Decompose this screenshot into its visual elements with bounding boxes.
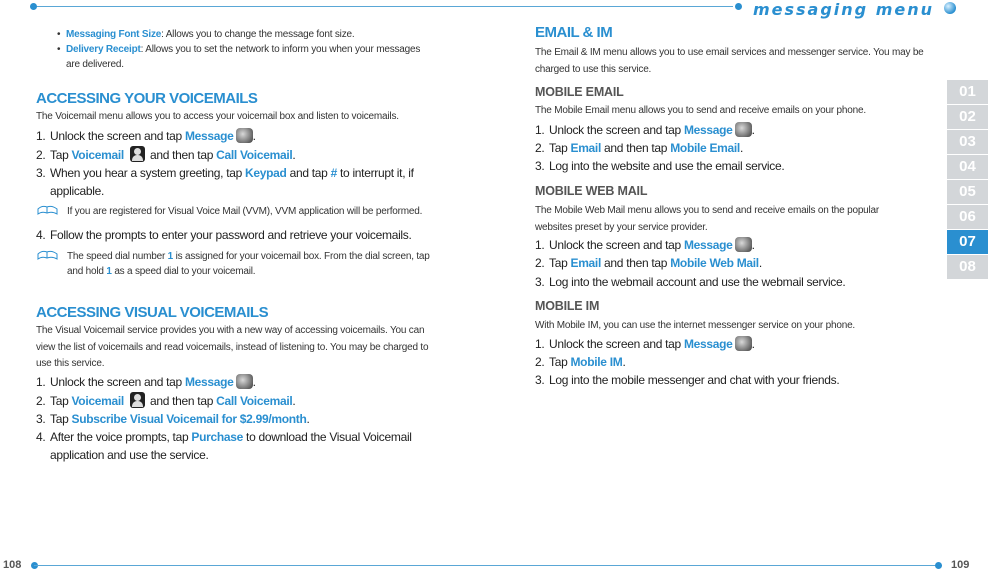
webmail-step-3: 3. Log into the webmail account and use the webmail service. — [535, 275, 846, 289]
voicemail-person-icon — [130, 392, 145, 408]
voicemail-note-vvm: If you are registered for Visual Voice Mail (VVM), VVM application will be performed. — [36, 204, 436, 219]
mobile-email-intro: The Mobile Email menu allows you to send and receive emails on your phone. — [535, 105, 866, 116]
footer-rule — [34, 565, 942, 566]
mobile-im-subhead: MOBILE IM — [535, 299, 600, 313]
chapter-tab-04[interactable]: 04 — [947, 155, 988, 179]
voicemail-step-4: 4. Follow the prompts to enter your password and retrieve your voicemails. — [36, 228, 412, 242]
header-title: messaging menu — [752, 0, 934, 19]
voicemail-heading: ACCESSING YOUR VOICEMAILS — [36, 90, 258, 107]
mobile-webmail-intro: The Mobile Web Mail menu allows you to send and receive emails on the popular websites preset by your service provider. — [535, 205, 880, 233]
mobile-email-subhead: MOBILE EMAIL — [535, 85, 624, 99]
chapter-tab-08[interactable]: 08 — [947, 255, 988, 279]
voicemail-step-1: 1. Unlock the screen and tap Message . — [36, 129, 256, 143]
webmail-step-1: 1. Unlock the screen and tap Message . — [535, 238, 755, 252]
bullet-font-size: • Messaging Font Size: Allows you to change the message font size. — [36, 27, 436, 42]
note-icon — [36, 205, 60, 216]
im-step-3: 3. Log into the mobile messenger and chat with your friends. — [535, 373, 840, 387]
page-number-left: 108 — [3, 559, 22, 571]
voicemail-step-2: 2. Tap Voicemail and then tap Call Voicemail. — [36, 148, 296, 162]
visual-voicemail-intro: The Visual Voicemail service provides you with a new way of accessing voicemails. You can view the list of voicemails and read voicemails, instead of listening to. You may be charged to use this service. — [36, 325, 429, 369]
message-app-icon — [735, 237, 752, 252]
chapter-tab-06[interactable]: 06 — [947, 205, 988, 229]
page-number-right: 109 — [951, 559, 970, 571]
mobile-im-intro: With Mobile IM, you can use the internet messenger service on your phone. — [535, 320, 856, 331]
mobile-webmail-subhead: MOBILE WEB MAIL — [535, 184, 648, 198]
note-icon — [36, 250, 60, 261]
chapter-tab-03[interactable]: 03 — [947, 130, 988, 154]
email-step-1: 1. Unlock the screen and tap Message . — [535, 123, 755, 137]
voicemail-note-speed-dial: The speed dial number 1 is assigned for your voicemail box. From the dial screen, tap and hold 1 as a speed dial to your voicemail. — [36, 249, 434, 279]
email-im-intro: The Email & IM menu allows you to use email services and messenger service. You may be charged to use this service. — [535, 47, 924, 75]
chapter-tab-02[interactable]: 02 — [947, 105, 988, 129]
message-app-icon — [735, 336, 752, 351]
chapter-tabs — [947, 80, 988, 280]
header-rule — [33, 6, 733, 7]
visual-step-3: 3. Tap Subscribe Visual Voicemail for $2.99/month. — [36, 412, 310, 426]
header-dot-left — [30, 3, 37, 10]
webmail-step-2: 2. Tap Email and then tap Mobile Web Mail. — [535, 256, 762, 270]
footer-dot-right — [935, 562, 942, 569]
chapter-tab-07[interactable]: 07 — [947, 230, 988, 254]
chapter-tab-01[interactable]: 01 — [947, 80, 988, 104]
email-im-heading: EMAIL & IM — [535, 24, 613, 41]
im-step-2: 2. Tap Mobile IM. — [535, 355, 626, 369]
message-app-icon — [236, 128, 253, 143]
visual-step-1: 1. Unlock the screen and tap Message . — [36, 375, 256, 389]
voicemail-intro: The Voicemail menu allows you to access your voicemail box and listen to voicemails. — [36, 111, 399, 122]
message-app-icon — [735, 122, 752, 137]
header-dot-mid — [735, 3, 742, 10]
voicemail-step-3: 3. When you hear a system greeting, tap Keypad and tap # to interrupt it, if applicable. — [36, 166, 414, 198]
chapter-tab-05[interactable]: 05 — [947, 180, 988, 204]
email-step-2: 2. Tap Email and then tap Mobile Email. — [535, 141, 744, 155]
visual-step-4: 4. After the voice prompts, tap Purchase to download the Visual Voicemail application and use the service. — [36, 430, 412, 462]
visual-step-2: 2. Tap Voicemail and then tap Call Voicemail. — [36, 394, 296, 408]
header-orb-icon — [944, 2, 956, 14]
visual-voicemail-heading: ACCESSING VISUAL VOICEMAILS — [36, 304, 269, 321]
email-step-3: 3. Log into the website and use the email service. — [535, 159, 785, 173]
message-app-icon — [236, 374, 253, 389]
voicemail-person-icon — [130, 146, 145, 162]
bullet-delivery-receipt: • Delivery Receipt: Allows you to set the network to inform you when your messages are delivered. — [36, 42, 436, 72]
im-step-1: 1. Unlock the screen and tap Message . — [535, 337, 755, 351]
